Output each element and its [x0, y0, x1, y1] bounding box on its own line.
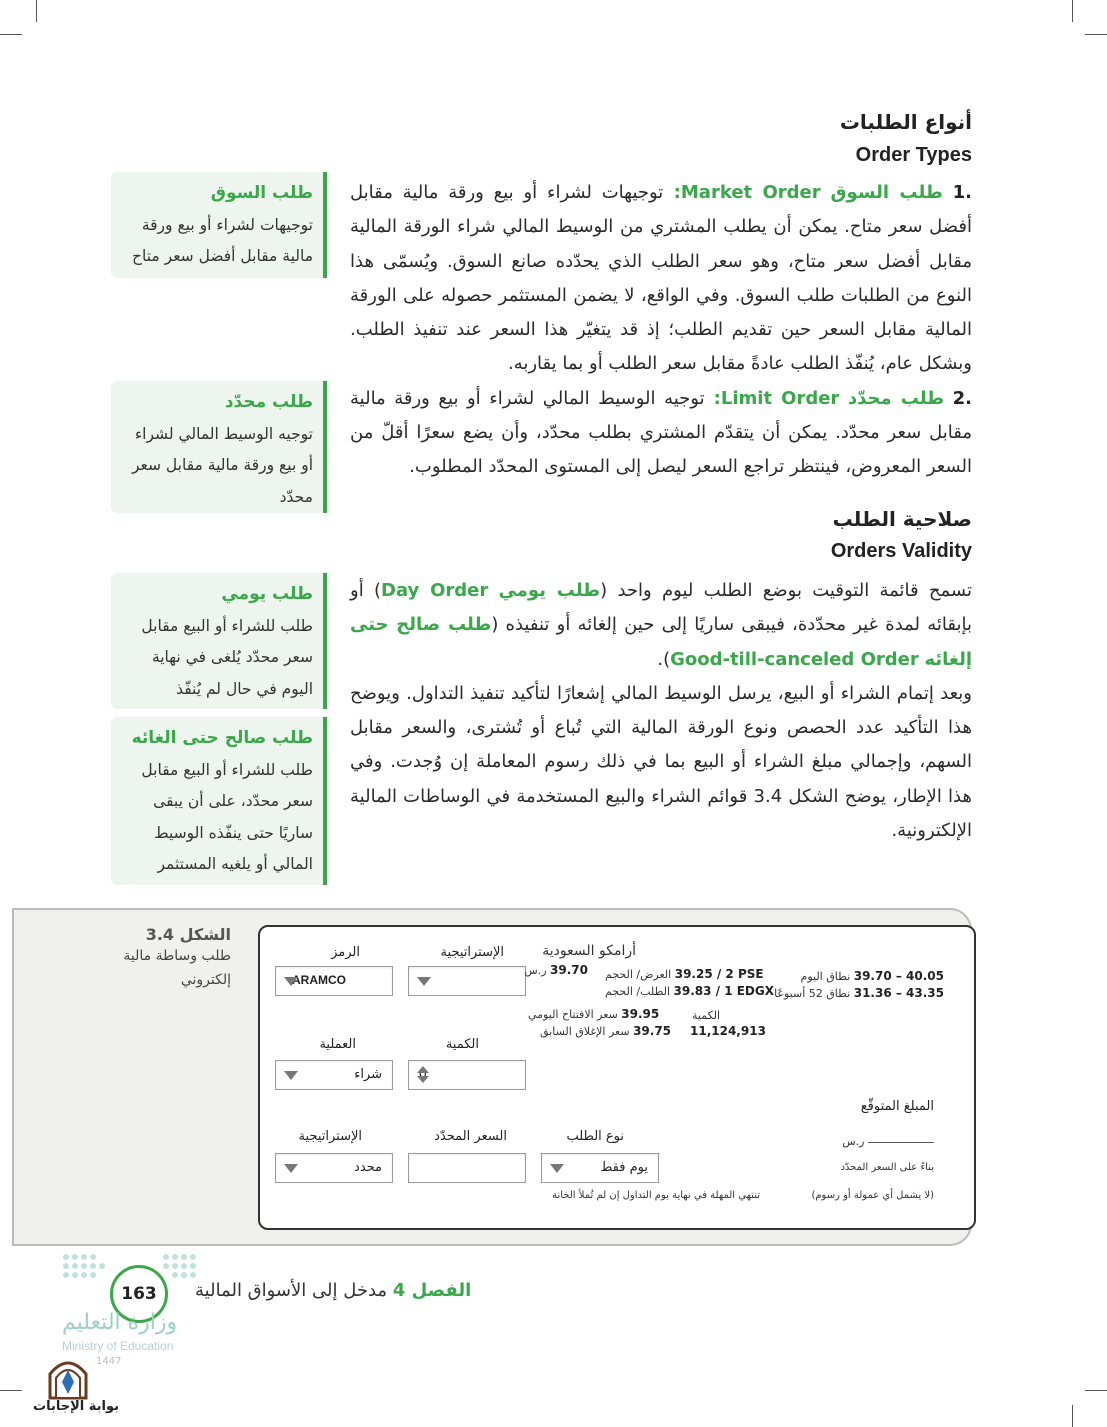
open-price-row: 39.95 سعر الافتتاح اليومي — [528, 1007, 660, 1021]
ministry-name-ar: وزارة التعليم — [62, 1310, 178, 1335]
crop-mark — [1072, 0, 1073, 22]
chapter-title: الفصل 4 مدخل إلى الأسواق المالية — [195, 1280, 472, 1301]
limit-price-label: السعر المحدّد — [434, 1129, 507, 1144]
ministry-name-en: Ministry of Education — [62, 1339, 174, 1353]
chevron-up-icon[interactable] — [417, 1066, 429, 1073]
chapter-label: الفصل 4 — [392, 1280, 472, 1301]
crop-mark — [1085, 34, 1107, 35]
ministry-year: 1447 — [96, 1356, 122, 1367]
sidenote-limit-order: طلب محدّد توجيه الوسيط المالي لشراء أو بيع ورقة مالية مقابل سعر محدّد — [111, 381, 327, 513]
term-limit-order-ar: طلب محدّد — [847, 387, 945, 409]
crop-mark — [0, 34, 22, 35]
timing-select[interactable]: يوم فقط — [541, 1153, 659, 1183]
sidenote-market-order: طلب السوق توجيهات لشراء أو بيع ورقة مالية مقابل أفضل سعر متاح — [111, 172, 327, 278]
timing-note: تنتهي المهلة في نهاية يوم التداول إن لم تُملأ الخانة — [552, 1190, 760, 1201]
operation-label: العملية — [319, 1037, 356, 1052]
figure-number: الشكل 3.4 — [145, 925, 231, 944]
page-number: 163 — [110, 1265, 168, 1323]
volume-label: الكمية — [692, 1009, 721, 1022]
estimated-amount-label: المبلغ المتوقّع — [860, 1099, 934, 1114]
sidenote-gtc-order: طلب صالح حتى الغائه طلب للشراء أو البيع مقابل سعر محدّد، على أن يبقى ساريًا حتى ينفّذه الوسيط المالي أو يلغيه المستثمر — [111, 717, 327, 885]
bid-row: 39.83 / 1 EDGX الطلب/ الحجم — [605, 984, 774, 998]
operation-select[interactable]: شراء — [275, 1060, 393, 1090]
order-type-label: نوع الطلب — [566, 1129, 624, 1144]
crop-mark — [1085, 1390, 1107, 1391]
chevron-down-icon — [284, 1164, 298, 1173]
chevron-down-icon — [550, 1164, 564, 1173]
site-logo-icon — [44, 1352, 92, 1400]
crop-mark — [1072, 1405, 1073, 1427]
section-heading-en: Orders Validity — [830, 540, 972, 562]
validity-paragraph-2: وبعد إتمام الشراء أو البيع، يرسل الوسيط المالي إشعارًا لتأكيد تنفيذ التداول. ويوضح هذا التأكيد عدد الحصص ونوع الورقة المالية التي تُباع أو تُشترى، والسعر مقابل السهم، وإجمالي مبلغ الشراء أو البيع بما في ذلك رسوم المعاملة إن وُجدت. وفي هذا الإطار، يوضح الشكل 3.4 قوائم الشراء والبيع المستخدمة في الوساطات المالية الإلكترونية. — [350, 682, 973, 842]
section-heading-ar: أنواع الطلبات — [839, 110, 972, 134]
chevron-down-icon — [417, 977, 431, 986]
figure-description: طلب وساطة مالية إلكتروني — [123, 948, 231, 988]
limit-order-text: توجيه الوسيط المالي لشراء أو بيع ورقة مالية مقابل سعر محدّد. يمكن أن يتقدّم المشتري بطلب محدّد، وأن يضع سعرًا أقلّ من السعر المعروض، فينتظر تراجع السعر ليصل إلى المستوى المحدّد المطلوب. — [350, 387, 972, 478]
week-range-row: 31.36 – 43.35 نطاق 52 أسبوعًا — [774, 986, 944, 1000]
market-order-text: توجيهات لشراء أو بيع ورقة مالية مقابل أفضل سعر متاح. يمكن أن يطلب المشتري من الوسيط المالي شراء الورقة المالية مقابل أفضل سعر متاح، وهو سعر الطلب الذي يحدّده صانع السوق. ويُسمّى هذا النوع من الطلبات طلب السوق. وفي الواقع، لا يضمن المستثمر حصوله على الورقة المالية مقابل السعر حين تقديم الطلب؛ إذ قد يتغيّر هذا السعر عند تنفيذ الطلب. وبشكل عام، يُنفّذ الطلب عادةً مقابل سعر الطلب أو بما يقاربه. — [350, 182, 972, 375]
site-name: بوابة الإجابات — [33, 1399, 119, 1414]
term-limit-order-en: Limit Order — [720, 387, 840, 409]
order-type-select[interactable]: محدد — [275, 1153, 393, 1183]
estimated-note-2: (لا يشمل أي عمولة أو رسوم) — [811, 1190, 934, 1201]
term-market-order-en: Market Order — [680, 182, 821, 203]
volume-value: 11,124,913 — [690, 1024, 766, 1038]
strategy-label: الإستراتيجية — [440, 945, 504, 960]
estimated-note-1: بناءً على السعر المحدّد — [840, 1162, 934, 1173]
last-price: 39.70 ر.س — [524, 963, 588, 977]
quantity-label: الكمية — [445, 1037, 479, 1052]
crop-mark — [36, 0, 37, 22]
brokerage-order-form — [258, 925, 976, 1230]
sidenote-day-order: طلب يومي طلب للشراء أو البيع مقابل سعر محدّد يُلغى في نهاية اليوم في حال لم يُنفّذ — [111, 573, 327, 709]
validity-text — [350, 574, 972, 848]
list-item-market-order: .1 طلب السوق Market Order: توجيهات لشراء أو بيع ورقة مالية مقابل أفضل سعر متاح. يمكن أن يطلب المشتري من الوسيط المالي شراء الورقة المالية مقابل أفضل سعر متاح، وهو سعر الطلب الذي يحدّده صانع السوق. ويُسمّى هذا النوع من الطلبات طلب السوق. وفي الواقع، لا يضمن المستثمر حصوله على الورقة المالية مقابل السعر حين تقديم الطلب؛ إذ قد يتغيّر هذا السعر عند تنفيذ الطلب. وبشكل عام، يُنفّذ الطلب عادةً مقابل سعر الطلب أو بما يقاربه. — [350, 182, 972, 375]
day-range-row: 39.70 – 40.05 نطاق اليوم — [800, 969, 944, 983]
timing-label: الإستراتيجية — [298, 1129, 362, 1144]
quantity-stepper[interactable]: 0 — [408, 1060, 526, 1090]
section-heading-ar: صلاحية الطلب — [832, 507, 972, 531]
term-market-order-ar: طلب السوق — [830, 182, 943, 203]
section-heading-en: Order Types — [855, 144, 972, 166]
limit-price-input[interactable] — [408, 1153, 526, 1183]
list-item-limit-order: .2 طلب محدّد Limit Order: توجيه الوسيط المالي لشراء أو بيع ورقة مالية مقابل سعر محدّد. يمكن أن يتقدّم المشتري بطلب محدّد، وأن يضع سعرًا أقلّ من السعر المعروض، فينتظر تراجع السعر ليصل إلى المستوى المحدّد المطلوب. — [350, 387, 973, 478]
crop-mark — [0, 1390, 22, 1391]
symbol-label: الرمز — [331, 945, 360, 960]
chevron-down-icon — [284, 977, 298, 986]
prev-close-row: 39.75 سعر الإغلاق السابق — [540, 1024, 672, 1038]
ask-row: 39.25 / 2 PSE العرض/ الحجم — [605, 967, 764, 981]
order-types-list — [350, 176, 972, 485]
symbol-select[interactable]: ARAMCO — [275, 966, 393, 996]
strategy-select[interactable] — [408, 966, 526, 996]
validity-paragraph-1: تسمح قائمة التوقيت بوضع الطلب ليوم واحد (طلب يومي Day Order) أو بإبقائه لمدة غير محدّدة، فيبقى ساريًا إلى حين إلغائه أو تنفيذه (طلب صالح حتى إلغائه Good-till-canceled Order). — [350, 580, 973, 670]
chevron-down-icon — [284, 1071, 298, 1080]
estimated-amount-value: ر.س — [842, 1135, 934, 1148]
company-name: أرامكو السعودية — [542, 943, 636, 959]
chevron-down-icon[interactable] — [417, 1076, 429, 1083]
figure-caption — [121, 925, 231, 992]
